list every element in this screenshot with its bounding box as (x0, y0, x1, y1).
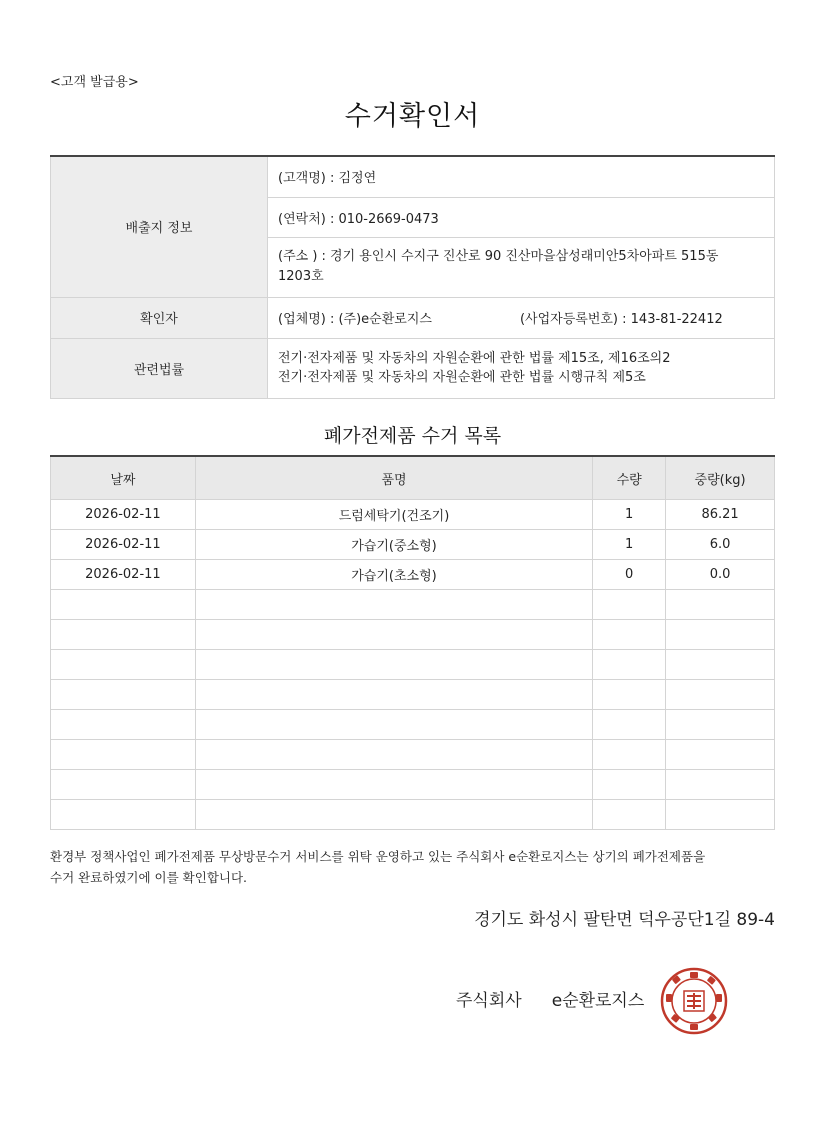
law-line-2: 전기·전자제품 및 자동차의 자원순환에 관한 법률 시행규칙 제5조 (278, 370, 646, 385)
column-header-item: 품명 (195, 456, 592, 500)
cell-item (195, 770, 592, 800)
cell-date (51, 590, 196, 620)
table-row (51, 620, 775, 650)
cell-quantity (593, 620, 666, 650)
cell-weight: 6.0 (666, 530, 775, 560)
customer-name: (고객명) : 김정연 (268, 156, 775, 197)
discharge-info-header: 배출지 정보 (51, 156, 268, 297)
cell-weight (666, 650, 775, 680)
cell-quantity (593, 740, 666, 770)
confirmation-statement (50, 846, 785, 888)
document-title: 수거확인서 (344, 101, 481, 132)
cell-item (195, 710, 592, 740)
cell-item (195, 590, 592, 620)
table-row (51, 500, 775, 530)
cell-quantity: 0 (593, 560, 666, 590)
law-line-1: 전기·전자제품 및 자동차의 자원순환에 관한 법률 제15조, 제16조의2 (278, 351, 671, 366)
cell-item: 드럼세탁기(건조기) (195, 500, 592, 530)
table-row (51, 800, 775, 830)
cell-weight (666, 620, 775, 650)
business-number: (사업자등록번호) : 143-81-22412 (519, 312, 723, 327)
table-row (51, 710, 775, 740)
cell-date (51, 740, 196, 770)
cell-quantity (593, 770, 666, 800)
cell-weight: 0.0 (666, 560, 775, 590)
table-row (51, 770, 775, 800)
collection-table (50, 455, 775, 830)
customer-address (268, 237, 775, 297)
cell-date (51, 650, 196, 680)
company-seal-icon (660, 967, 728, 1035)
address-line-2: 1203호 (278, 269, 324, 284)
column-header-quantity: 수량 (593, 456, 666, 500)
table-header-row (51, 456, 775, 500)
confirmer-header: 확인자 (51, 297, 268, 338)
cell-date (51, 710, 196, 740)
cell-date: 2026-02-11 (51, 560, 196, 590)
info-row-customer (51, 156, 775, 197)
cell-date (51, 800, 196, 830)
law-header: 관련법률 (51, 338, 268, 398)
statement-line-1: 환경부 정책사업인 폐가전제품 무상방문수거 서비스를 위탁 운영하고 있는 주식회사 e순환로지스는 상기의 폐가전제품을 (50, 849, 706, 864)
law-details (268, 338, 775, 398)
confirmer-details (268, 297, 775, 338)
cell-quantity (593, 710, 666, 740)
customer-contact: (연락처) : 010-2669-0473 (268, 197, 775, 237)
cell-weight (666, 800, 775, 830)
cell-item (195, 650, 592, 680)
copy-type-label: <고객 발급용> (50, 75, 139, 90)
cell-weight (666, 680, 775, 710)
cell-date (51, 680, 196, 710)
cell-weight (666, 710, 775, 740)
cell-item: 가습기(중소형) (195, 530, 592, 560)
cell-item (195, 620, 592, 650)
info-row-law (51, 338, 775, 398)
table-row (51, 650, 775, 680)
table-row (51, 740, 775, 770)
table-row (51, 590, 775, 620)
company-signature (456, 986, 644, 1011)
collection-list-title: 폐가전제품 수거 목록 (323, 425, 502, 447)
cell-quantity (593, 800, 666, 830)
company-prefix: 주식회사 (456, 991, 522, 1011)
cell-date: 2026-02-11 (51, 500, 196, 530)
cell-item (195, 680, 592, 710)
company-signature-name: e순환로지스 (551, 991, 645, 1011)
statement-line-2: 수거 완료하였기에 이를 확인합니다. (50, 870, 248, 885)
cell-date (51, 770, 196, 800)
table-row (51, 680, 775, 710)
cell-item (195, 800, 592, 830)
info-row-confirmer (51, 297, 775, 338)
cell-date (51, 620, 196, 650)
cell-weight (666, 740, 775, 770)
company-address: 경기도 화성시 팔탄면 덕우공단1길 89-4 (474, 910, 775, 930)
company-name: (업체명) : (주)e순환로지스 (278, 312, 432, 327)
cell-item (195, 740, 592, 770)
cell-quantity (593, 590, 666, 620)
column-header-date: 날짜 (51, 456, 196, 500)
info-table (50, 155, 775, 399)
address-line-1: (주소 ) : 경기 용인시 수지구 진산로 90 진산마을삼성래미안5차아파트 515동 (278, 249, 719, 264)
column-header-weight: 중량(kg) (666, 456, 775, 500)
cell-weight (666, 770, 775, 800)
cell-quantity: 1 (593, 530, 666, 560)
cell-weight: 86.21 (666, 500, 775, 530)
cell-quantity: 1 (593, 500, 666, 530)
cell-weight (666, 590, 775, 620)
cell-item: 가습기(초소형) (195, 560, 592, 590)
cell-date: 2026-02-11 (51, 530, 196, 560)
table-row (51, 530, 775, 560)
cell-quantity (593, 680, 666, 710)
table-row (51, 560, 775, 590)
cell-quantity (593, 650, 666, 680)
